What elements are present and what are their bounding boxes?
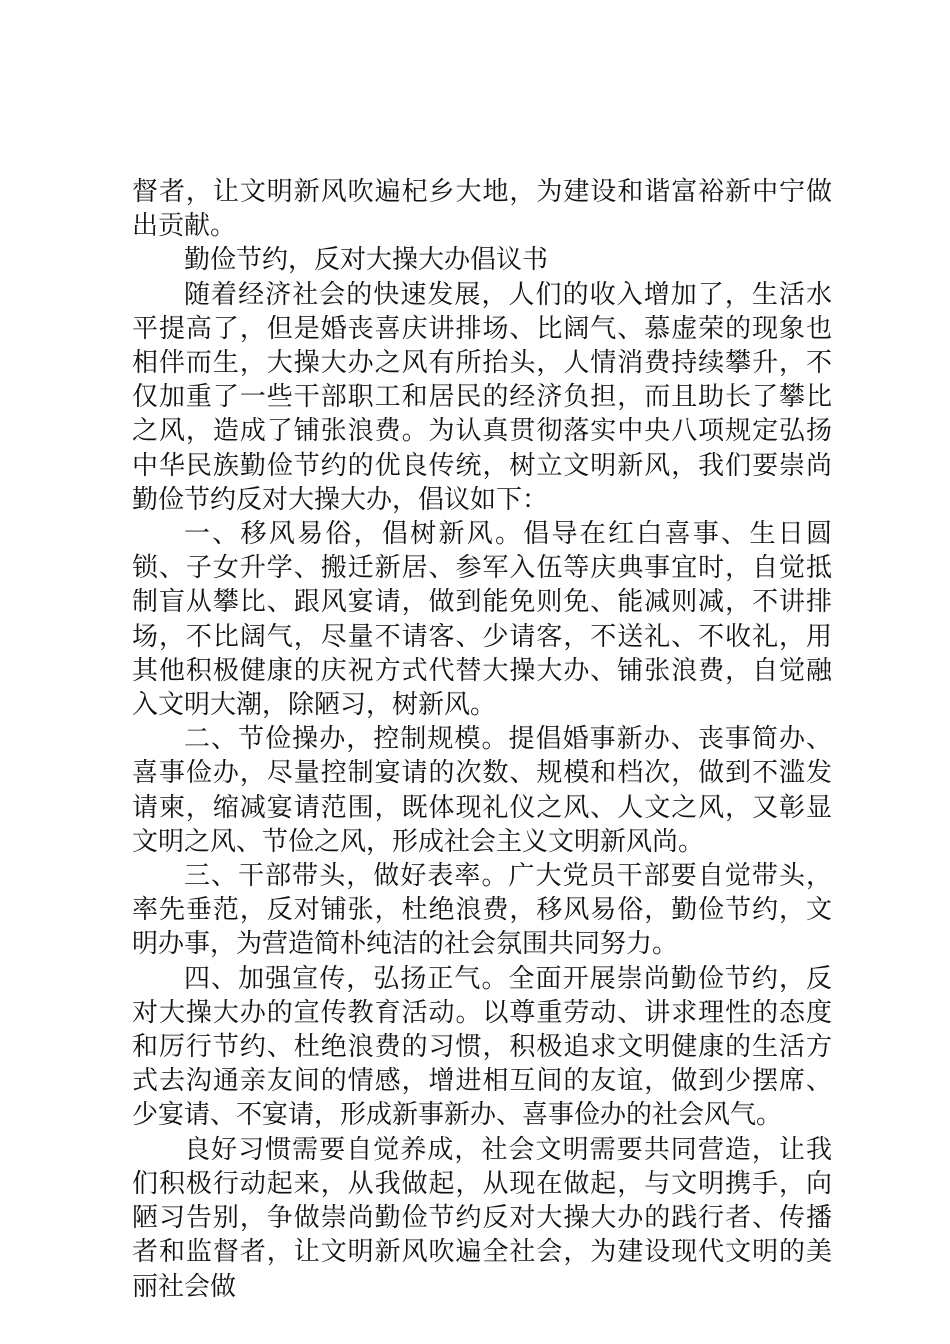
paragraph-item-4: 四、加强宣传，弘扬正气。全面开展崇尚勤俭节约，反对大操大办的宣传教育活动。以尊重劳动、讲求理性的态度和厉行节约、杜绝浪费的习惯，积极追求文明健康的生活方式去沟通亲友间的情感，增进相互间的友谊，做到少摆席、少宴请、不宴请，形成新事新办、喜事俭办的社会风气。 (132, 963, 832, 1131)
paragraph-intro: 随着经济社会的快速发展，人们的收入增加了，生活水平提高了，但是婚丧喜庆讲排场、比阔气、慕虚荣的现象也相伴而生，大操大办之风有所抬头，人情消费持续攀升，不仅加重了一些干部职工和居民的经济负担，而且助长了攀比之风，造成了铺张浪费。为认真贯彻落实中央八项规定弘扬中华民族勤俭节约的优良传统，树立文明新风，我们要崇尚勤俭节约反对大操大办，倡议如下： (132, 279, 832, 515)
document-body (132, 175, 832, 1304)
paragraph-item-2: 二、节俭操办，控制规模。提倡婚事新办、丧事简办、喜事俭办，尽量控制宴请的次数、规模和档次，做到不滥发请柬，缩减宴请范围，既体现礼仪之风、人文之风，又彰显文明之风、节俭之风，形成社会主义文明新风尚。 (132, 724, 832, 857)
paragraph-continuation: 督者，让文明新风吹遍杞乡大地，为建设和谐富裕新中宁做出贡献。 (132, 177, 832, 242)
paragraph-closing: 良好习惯需要自觉养成，社会文明需要共同营造，让我们积极行动起来，从我做起，从现在做起，与文明携手，向陋习告别，争做崇尚勤俭节约反对大操大办的践行者、传播者和监督者，让文明新风吹遍全社会，为建设现代文明的美丽社会做 (132, 1134, 832, 1302)
paragraph-item-3: 三、干部带头，做好表率。广大党员干部要自觉带头，率先垂范，反对铺张，杜绝浪费，移风易俗，勤俭节约，文明办事，为营造简朴纯洁的社会氛围共同努力。 (132, 861, 832, 960)
proposal-title: 勤俭节约，反对大操大办倡议书 (184, 245, 549, 276)
paragraph-item-1: 一、移风易俗，倡树新风。倡导在红白喜事、生日圆锁、子女升学、搬迁新居、参军入伍等庆典事宜时，自觉抵制盲从攀比、跟风宴请，做到能免则免、能减则减，不讲排场，不比阔气，尽量不请客、少请客，不送礼、不收礼，用其他积极健康的庆祝方式代替大操大办、铺张浪费，自觉融入文明大潮，除陋习，树新风。 (132, 519, 832, 721)
